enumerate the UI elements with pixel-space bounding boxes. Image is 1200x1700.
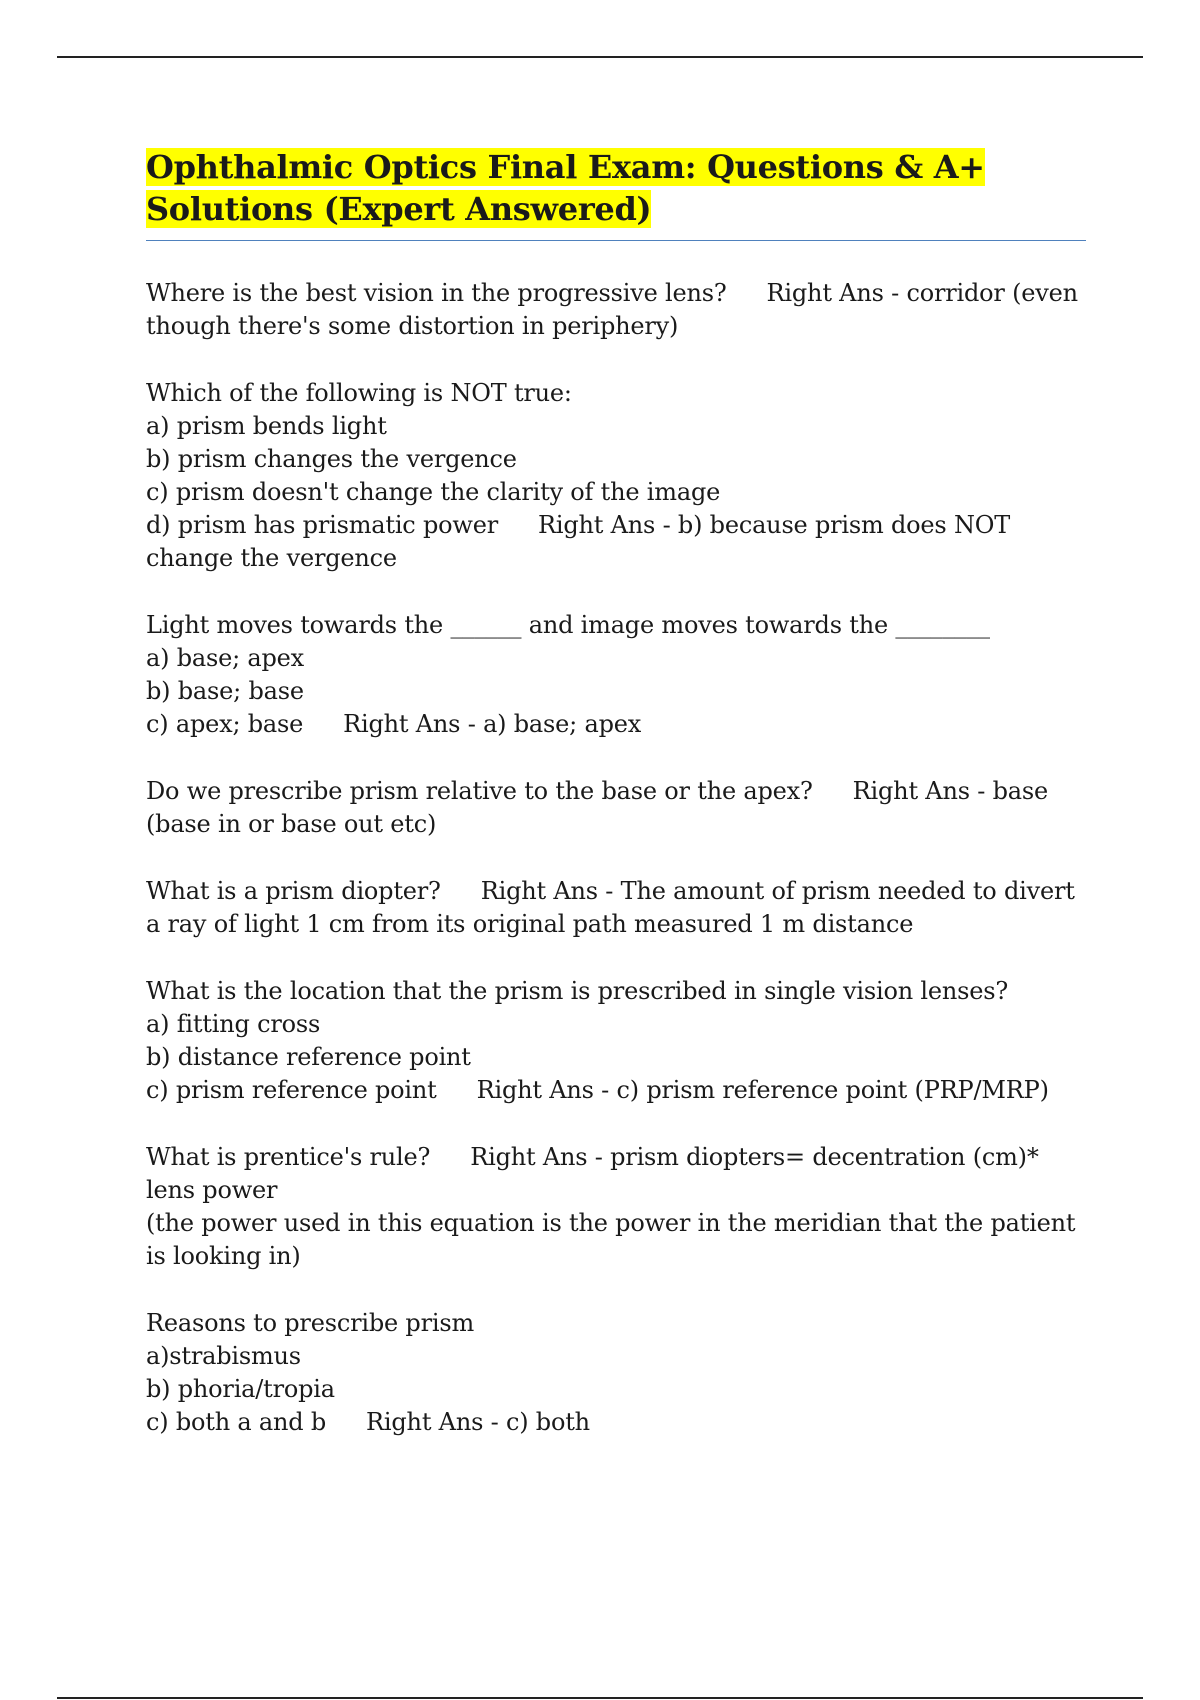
answer-text: Right Ans - c) prism reference point (PRP/MRP) xyxy=(476,1076,1049,1104)
qa-item-8 xyxy=(146,1307,1086,1439)
option-c: c) prism reference point xyxy=(146,1076,437,1104)
answer-text: Right Ans - The amount of prism needed to divert xyxy=(480,877,1075,905)
answer-continuation: (base in or base out etc) xyxy=(146,810,437,838)
question-line xyxy=(146,1141,1086,1174)
question-text: Which of the following is NOT true: xyxy=(146,379,572,407)
question-text: Where is the best vision in the progressive lens? xyxy=(146,279,727,307)
question-line xyxy=(146,875,1086,908)
option-b: b) base; base xyxy=(146,677,304,705)
answer-note-line-2: is looking in) xyxy=(146,1242,301,1270)
option-c: c) apex; base xyxy=(146,710,304,738)
option-a: a)strabismus xyxy=(146,1342,301,1370)
answer-continuation: though there's some distortion in periphery) xyxy=(146,312,679,340)
option-b: b) distance reference point xyxy=(146,1043,471,1071)
title-line-1: Ophthalmic Optics Final Exam: Questions & A+ xyxy=(146,148,985,186)
answer-continuation: lens power xyxy=(146,1176,278,1204)
question-text: Do we prescribe prism relative to the base or the apex? xyxy=(146,777,813,805)
page-title xyxy=(146,146,1086,230)
question-text: What is the location that the prism is prescribed in single vision lenses? xyxy=(146,977,1009,1005)
document-body xyxy=(146,146,1086,1473)
question-text: What is a prism diopter? xyxy=(146,877,441,905)
option-c: c) both a and b xyxy=(146,1408,327,1436)
answer-note-line-1: (the power used in this equation is the power in the meridian that the patient xyxy=(146,1209,1076,1237)
option-c-line xyxy=(146,1074,1086,1107)
answer-text: Right Ans - a) base; apex xyxy=(343,710,642,738)
qa-item-2 xyxy=(146,377,1086,575)
answer-continuation: change the vergence xyxy=(146,544,397,572)
question-text: Light moves towards the ______ and image moves towards the ________ xyxy=(146,611,990,639)
option-d: d) prism has prismatic power xyxy=(146,511,498,539)
qa-item-1 xyxy=(146,277,1086,343)
option-a: a) fitting cross xyxy=(146,1010,321,1038)
header-rule xyxy=(57,56,1143,58)
option-b: b) prism changes the vergence xyxy=(146,445,517,473)
question-line xyxy=(146,775,1086,808)
answer-continuation: a ray of light 1 cm from its original path measured 1 m distance xyxy=(146,910,914,938)
qa-item-7 xyxy=(146,1141,1086,1273)
title-line-2: Solutions (Expert Answered) xyxy=(146,190,652,228)
answer-text: Right Ans - b) because prism does NOT xyxy=(538,511,1011,539)
qa-item-6 xyxy=(146,975,1086,1107)
question-line xyxy=(146,277,1086,310)
option-a: a) base; apex xyxy=(146,644,305,672)
qa-item-3 xyxy=(146,609,1086,741)
option-b: b) phoria/tropia xyxy=(146,1375,335,1403)
option-c: c) prism doesn't change the clarity of the image xyxy=(146,478,721,506)
option-c-line xyxy=(146,1406,1086,1439)
answer-text: Right Ans - prism diopters= decentration (cm)* xyxy=(470,1143,1039,1171)
answer-text: Right Ans - base xyxy=(852,777,1048,805)
option-a: a) prism bends light xyxy=(146,412,387,440)
answer-text: Right Ans - c) both xyxy=(366,1408,590,1436)
option-c-line xyxy=(146,708,1086,741)
answer-text: Right Ans - corridor (even xyxy=(766,279,1078,307)
question-text: What is prentice's rule? xyxy=(146,1143,431,1171)
option-d-line xyxy=(146,509,1086,542)
qa-item-4 xyxy=(146,775,1086,841)
footer-rule xyxy=(57,1697,1143,1699)
qa-item-5 xyxy=(146,875,1086,941)
title-block xyxy=(146,146,1086,241)
question-text: Reasons to prescribe prism xyxy=(146,1309,474,1337)
